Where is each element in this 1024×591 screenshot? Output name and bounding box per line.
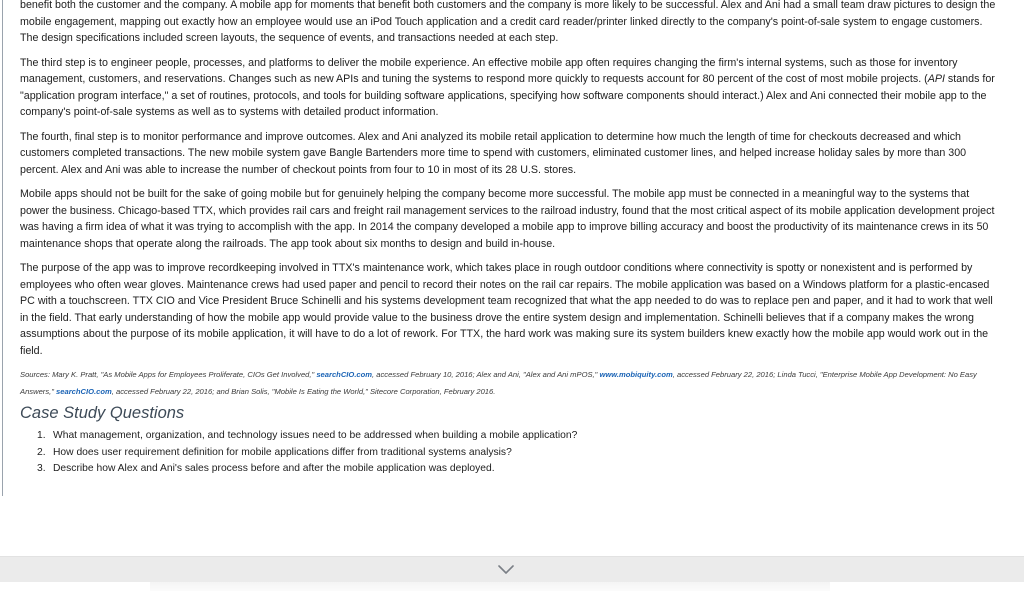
case-study-title: Case Study Questions [20,404,185,422]
source-link-mobiquity[interactable]: www.mobiquity.com [599,370,673,379]
source-link-searchcio-1[interactable]: searchCIO.com [316,370,373,379]
api-term: API [927,73,945,85]
case-study-question [37,461,998,478]
case-study-question [37,428,998,445]
paragraph-engineer-text-before: The third step is to engineer people, processes, and platforms to deliver the mobile experience. An effective mobile app often requires changing the firm's internal systems, such as those for inventory management, customers, and reservations. Changes such as new APIs and tuning the systems to respond more quickly to requests account for 80 percent of the cost of most mobile projects. ( [20,56,958,85]
document-content [20,0,998,478]
sources-text-3: , accessed February 22, 2016; Linda Tucci, "Enterprise Mobile App Development: No Easy Answers," [20,370,977,396]
question-number: 2. [37,446,46,458]
sources-text-2: , accessed February 10, 2016; Alex and Ani, "Alex and Ani mPOS," [372,370,600,379]
question-number: 1. [37,430,46,441]
question-text: How does user requirement definition for mobile applications differ from traditional systems analysis? [53,446,512,458]
paragraph-engineer-text-after: stands for "application program interface," a set of routines, protocols, and tools for building software applications, specifying how software components should interact.) Alex and Ani connected their mobile app to the company's point-of-sale systems as well as to systems with detailed product information. [20,73,995,118]
paragraph-ttx-purpose: The purpose of the app was to improve recordkeeping involved in TTX's maintenance work, which takes place in rough outdoor conditions where connectivity is spotty or nonexistent and is performed by employees who often wear gloves. Maintenance crews had used paper and pencil to record their notes on the rail car repairs. The mobile application was based on a Windows platform for a plastic-encased PC with a touchscreen. TTX CIO and Vice President Bruce Schinelli and his systems development team recognized that what the app needed to do was to replace pen and paper, and it had to work that well in the field. That early understanding of how the mobile app would provide value to the business drove the entire system design and implementation. Schinelli believes that if a company makes the wrong assumptions about the purpose of its mobile application, it will have to do a lot of rework. For TTX, the hard work was making sure its system builders knew exactly how the mobile app would work out in the field. [20,262,993,357]
paragraph-ttx-intro: Mobile apps should not be built for the sake of going mobile but for genuinely helping the company become more successful. The mobile app must be connected in a meaningful way to the systems that power the business. Chicago-based TTX, which provides rail cars and freight rail management services to the railroad industry, found that the most critical aspect of its mobile application development project was having a firm idea of what it was trying to accomplish with the app. In 2014 the company developed a mobile app to improve billing accuracy and boost the productivity of its maintenance crews in its 50 maintenance shops that operate along the railroads. The app took about six months to design and build in-house. [20,188,995,250]
question-text: Describe how Alex and Ani's sales process before and after the mobile application was deployed. [53,463,495,474]
paragraph-design-step: benefit both the customer and the company. A mobile app for moments that benefit both customers and the company is more likely to be successful. Alex and Ani had a small team draw pictures to design the mobile engagement, mapping out exactly how an employee would use an iPod Touch application and a credit card reader/printer linked directly to the company's point-of-sale system to engage customers. The design specifications included screen layouts, the sequence of events, and transactions needed at each step. [20,0,996,44]
chevron-down-icon[interactable] [497,563,515,575]
case-study-question-list [20,428,998,478]
sources-citation [20,367,998,400]
sources-text-4: , accessed February 22, 2016; and Brian Solis, "Mobile Is Eating the World," Sitecore Corporation, February 2016. [111,386,496,396]
question-text: What management, organization, and technology issues need to be addressed when building a mobile application? [53,430,578,441]
paragraph-engineer-step [20,55,998,121]
sources-text-1: Sources: Mary K. Pratt, "As Mobile Apps for Employees Proliferate, CIOs Get Involved," [20,370,317,379]
bottom-shadow [150,582,830,591]
case-study-question [37,445,998,462]
paragraph-monitor-step: The fourth, final step is to monitor performance and improve outcomes. Alex and Ani analyzed its mobile retail application to determine how much the length of time for checkouts decreased and which customers completed transactions. The new mobile system gave Bangle Bartenders more time to spend with customers, eliminated customer lines, and helped increase holiday sales by more than 300 percent. Alex and Ani was able to increase the number of checkout points from four to 10 in most of its 28 U.S. stores. [20,130,967,176]
left-margin-rule [2,0,3,496]
source-link-searchcio-2[interactable]: searchCIO.com [56,386,112,396]
question-number: 3. [37,463,46,474]
bottom-toolbar [0,556,1024,582]
